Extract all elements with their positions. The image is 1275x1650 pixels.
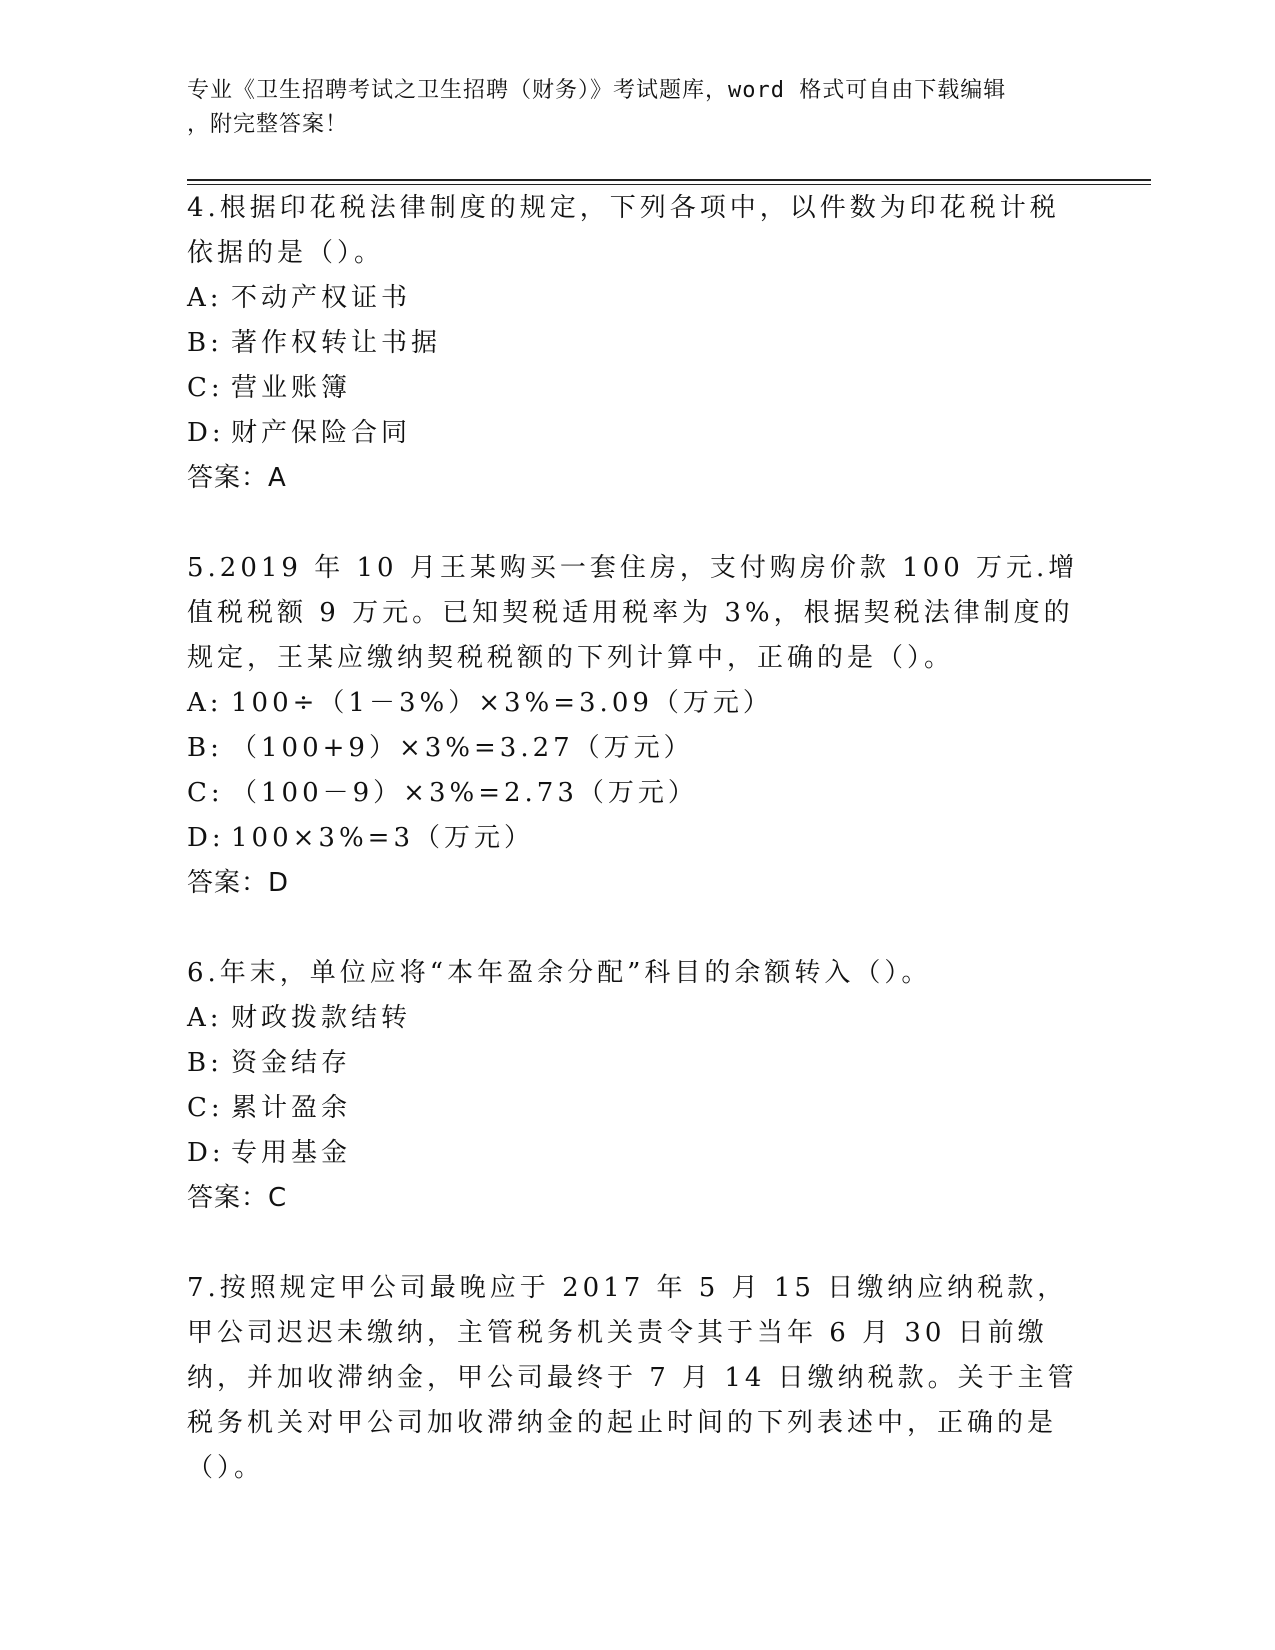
option-label: D: [187, 823, 225, 853]
option-text: （100－9）×3%=2.73（万元） [231, 778, 698, 808]
answer-line: 答案：D [187, 868, 290, 898]
option-label: C: [187, 1093, 224, 1123]
option-d [187, 816, 1087, 861]
option-b [187, 726, 1087, 771]
option-a [187, 681, 1087, 726]
option-label: B: [187, 1048, 223, 1078]
option-text: 资金结存 [231, 1048, 352, 1078]
option-b [187, 321, 1087, 366]
question-stem: 4.根据印花税法律制度的规定，下列各项中，以件数为印花税计税依据的是（）。 [187, 193, 1060, 268]
option-label: D: [187, 1138, 225, 1168]
option-d [187, 1131, 1087, 1176]
option-text: 100÷（1－3%）×3%=3.09（万元） [231, 688, 773, 718]
option-label: C: [187, 373, 224, 403]
question-6 [187, 951, 1087, 1221]
option-label: A: [187, 688, 223, 718]
option-text: 著作权转让书据 [231, 328, 442, 358]
question-4 [187, 186, 1087, 501]
document-header [187, 74, 1067, 142]
option-text: （100+9）×3%=3.27（万元） [231, 733, 694, 763]
option-c [187, 771, 1087, 816]
option-label: A: [187, 283, 223, 313]
header-divider-thin [187, 184, 1151, 185]
header-line-2: ，附完整答案！ [187, 112, 349, 137]
option-text: 累计盈余 [231, 1093, 352, 1123]
question-stem: 5.2019 年 10 月王某购买一套住房，支付购房价款 100 万元.增值税税额 9 万元。已知契税适用税率为 3%，根据契税法律制度的规定，王某应缴纳契税税额的下列计算中，正确的是（）。 [187, 553, 1079, 673]
question-7 [187, 1266, 1087, 1491]
question-stem: 6.年末，单位应将“本年盈余分配”科目的余额转入（）。 [187, 958, 932, 988]
option-text: 100×3%=3（万元） [231, 823, 534, 853]
answer-line: 答案：C [187, 1183, 288, 1213]
option-label: D: [187, 418, 225, 448]
header-line-1: 专业《卫生招聘考试之卫生招聘（财务）》考试题库，word 格式可自由下载编辑 [187, 78, 1007, 103]
option-text: 财政拨款结转 [231, 1003, 412, 1033]
option-c [187, 1086, 1087, 1131]
answer-line: 答案：A [187, 463, 287, 493]
option-label: C: [187, 778, 224, 808]
question-5 [187, 546, 1087, 906]
question-stem: 7.按照规定甲公司最晚应于 2017 年 5 月 15 日缴纳应纳税款，甲公司迟迟未缴纳，主管税务机关责令其于当年 6 月 30 日前缴纳，并加收滞纳金，甲公司最终于 7 月 14 日缴纳税款。关于主管税务机关对甲公司加收滞纳金的起止时间的下列表述中，正确的是（）。 [187, 1273, 1078, 1483]
option-label: B: [187, 733, 223, 763]
option-text: 不动产权证书 [231, 283, 412, 313]
option-label: B: [187, 328, 223, 358]
option-text: 财产保险合同 [231, 418, 412, 448]
option-a [187, 996, 1087, 1041]
header-divider-thick [187, 179, 1151, 181]
option-text: 专用基金 [231, 1138, 352, 1168]
question-list [187, 186, 1087, 1491]
option-c [187, 366, 1087, 411]
option-label: A: [187, 1003, 223, 1033]
option-b [187, 1041, 1087, 1086]
option-text: 营业账簿 [231, 373, 352, 403]
option-a [187, 276, 1087, 321]
option-d [187, 411, 1087, 456]
